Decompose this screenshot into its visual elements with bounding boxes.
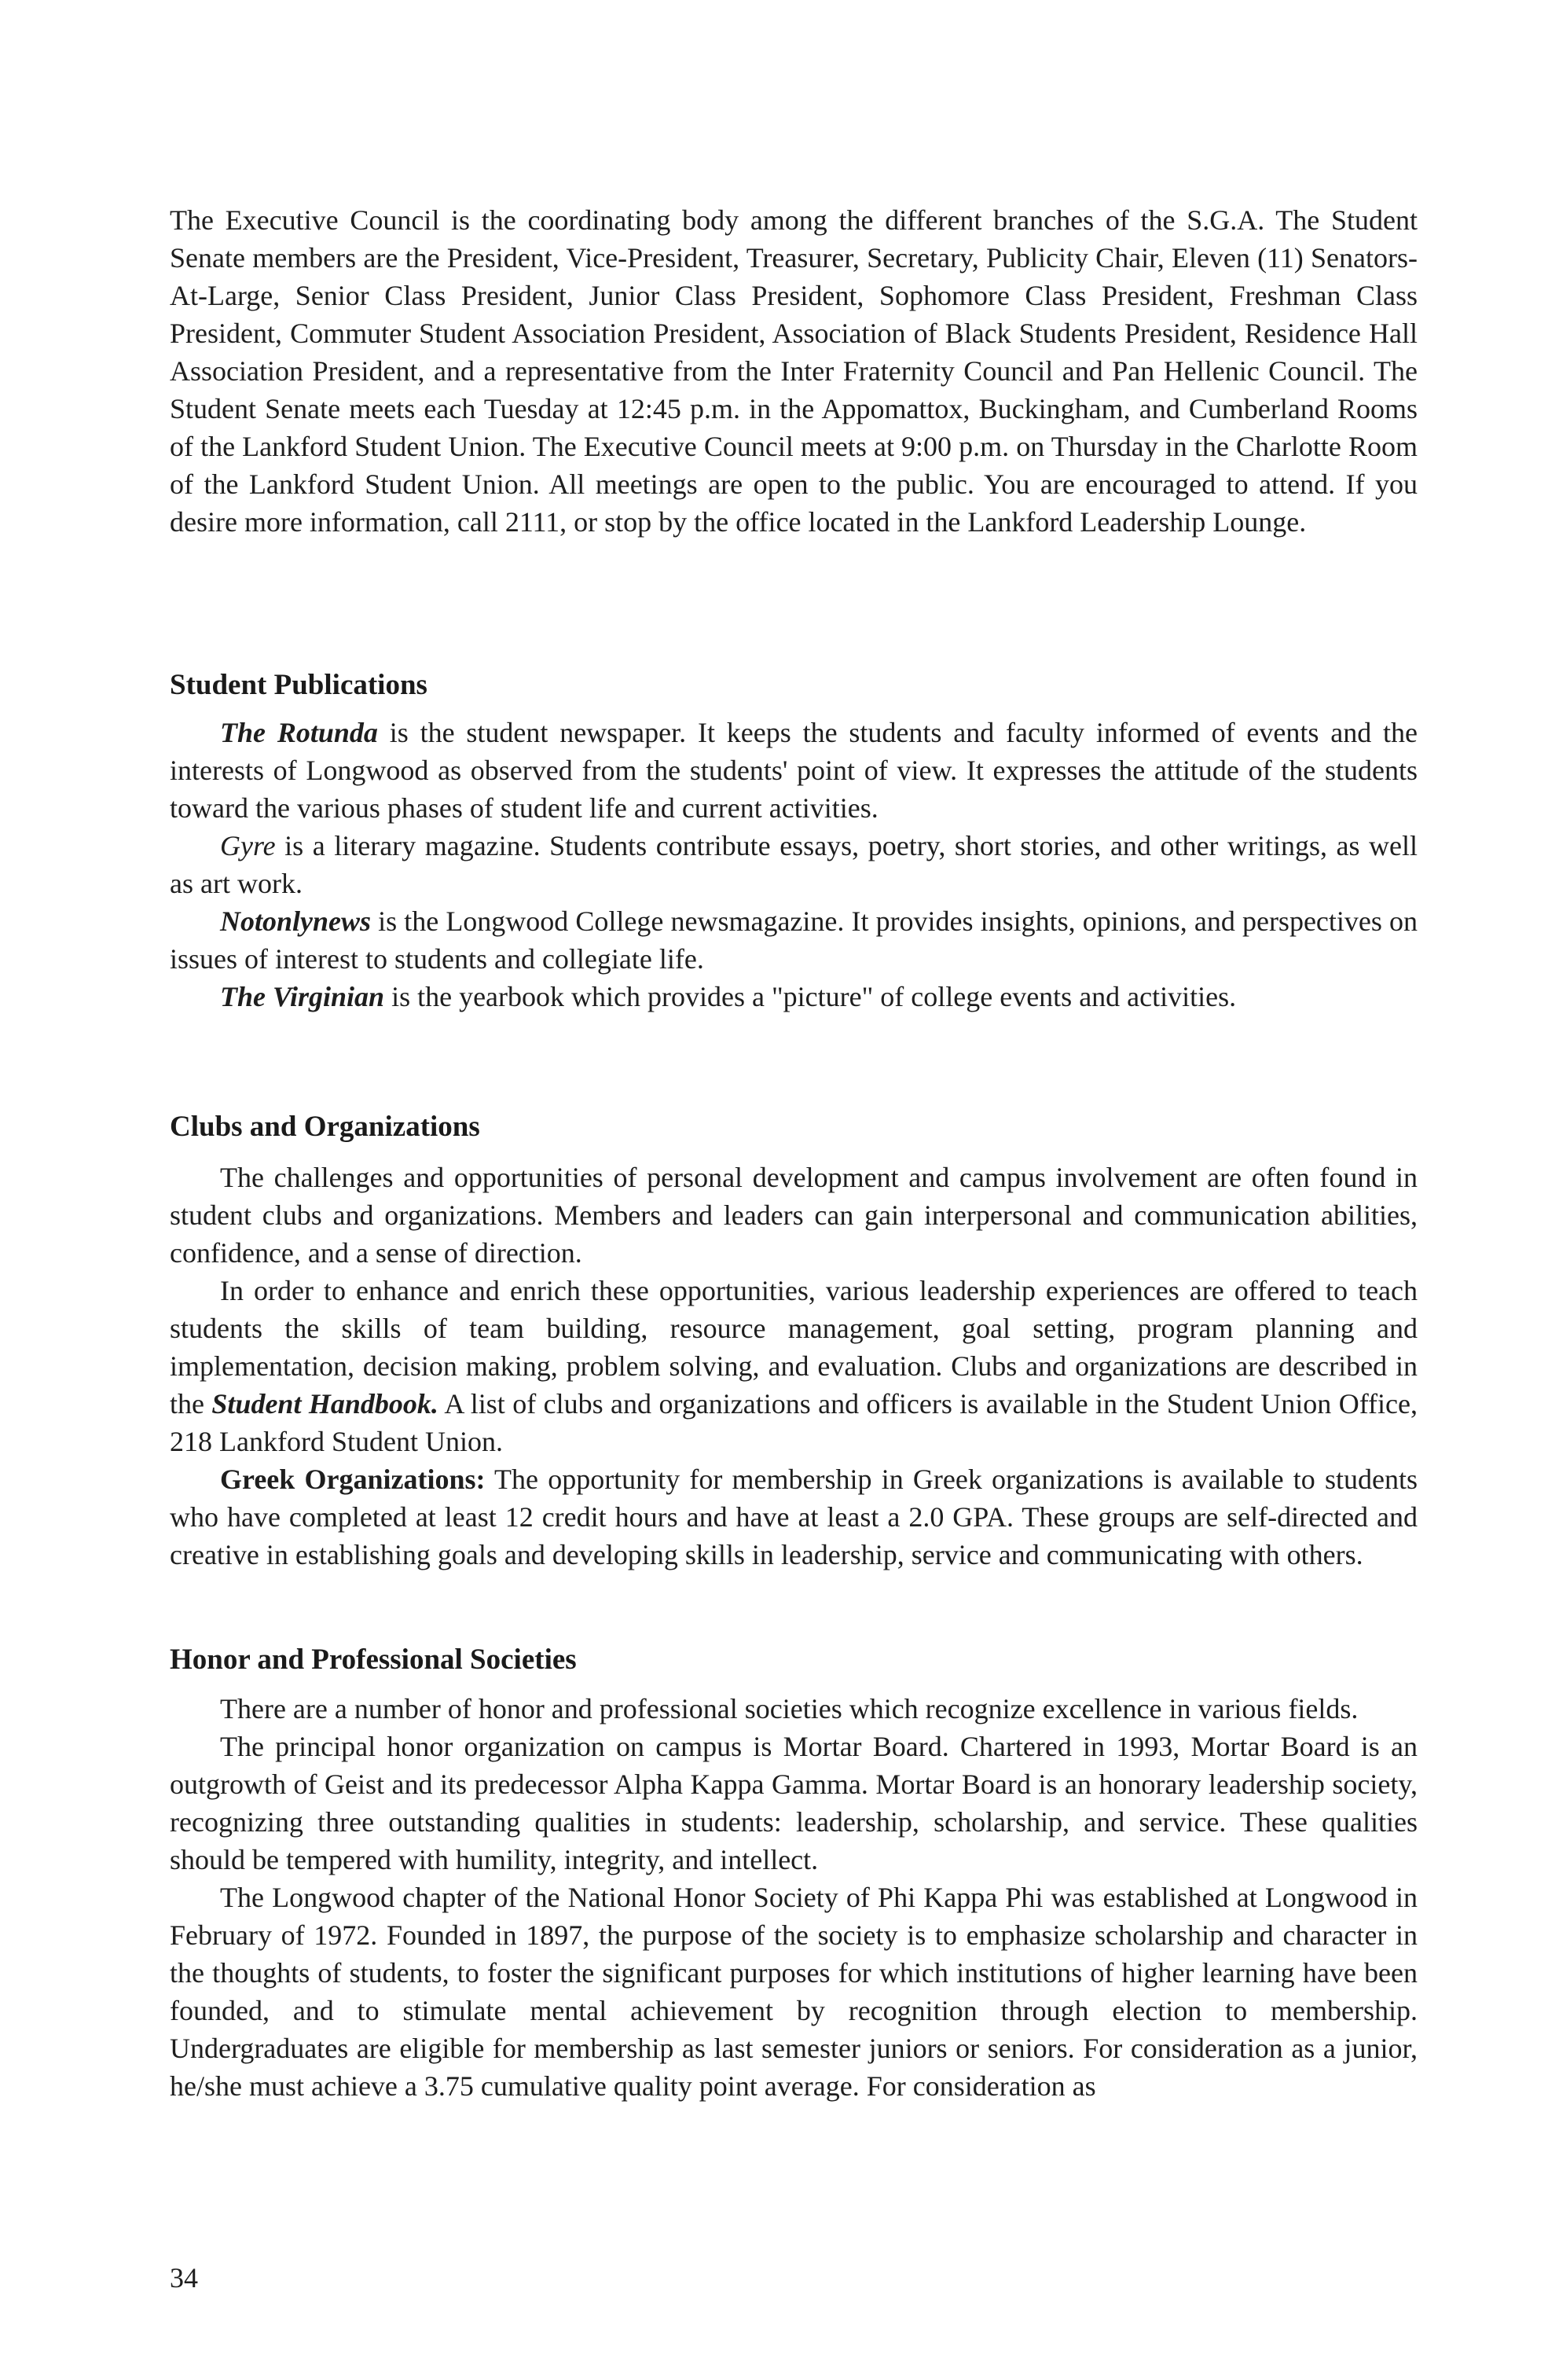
intro-section	[170, 201, 1418, 541]
page-number: 34	[170, 2262, 198, 2294]
rotunda-title: The Rotunda	[220, 717, 378, 748]
gyre-title: Gyre	[220, 830, 276, 861]
virginian-title: The Virginian	[220, 981, 385, 1012]
publications-section	[170, 714, 1418, 1016]
publications-heading: Student Publications	[170, 669, 427, 701]
greek-text: The opportunity for membership in Greek organizations is available to students who have completed at least 12 credit hours and have at least a 2.0 GPA. These groups are self-directed and creative in establishing goals and developing skills in leadership, service and communicating with others.	[170, 1464, 1418, 1570]
student-handbook-title: Student Handbook.	[211, 1388, 438, 1420]
honor-section	[170, 1690, 1418, 2105]
gyre-paragraph	[170, 827, 1418, 902]
clubs-paragraph-2	[170, 1272, 1418, 1460]
virginian-paragraph	[170, 978, 1418, 1016]
clubs-section	[170, 1159, 1418, 1574]
rotunda-text: is the student newspaper. It keeps the students and faculty informed of events and the interests of Longwood as observed from the students' point of view. It expresses the attitude of the students toward the various phases of student life and current activities.	[170, 717, 1418, 824]
rotunda-paragraph	[170, 714, 1418, 827]
notonlynews-text: is the Longwood College newsmagazine. It provides insights, opinions, and perspectives on issues of interest to students and collegiate life.	[170, 905, 1418, 975]
clubs-p2-before: In order to enhance and enrich these opportunities, various leadership experiences are offered to teach students the skills of team building, resource management, goal setting, program planning and implementation, decision making, problem solving, and evaluation. Clubs and organizations are described in the	[170, 1275, 1418, 1420]
clubs-heading: Clubs and Organizations	[170, 1111, 480, 1143]
honor-paragraph-1: There are a number of honor and professional societies which recognize excellence in various fields.	[220, 1693, 1359, 1724]
honor-paragraph-2: The principal honor organization on campus is Mortar Board. Chartered in 1993, Mortar Board is an outgrowth of Geist and its predecessor Alpha Kappa Gamma. Mortar Board is an honorary leadership society, recognizing three outstanding qualities in students: leadership, scholarship, and service. These qualities should be tempered with humility, integrity, and intellect.	[170, 1731, 1418, 1875]
intro-paragraph: The Executive Council is the coordinating body among the different branches of the S.G.A. The Student Senate members are the President, Vice-President, Treasurer, Secretary, Publicity Chair, Eleven (11) Senators-At-Large, Senior Class President, Junior Class President, Sophomore Class President, Freshman Class President, Commuter Student Association President, Association of Black Students President, Residence Hall Association President, and a representative from the Inter Fraternity Council and Pan Hellenic Council. The Student Senate meets each Tuesday at 12:45 p.m. in the Appomattox, Buckingham, and Cumberland Rooms of the Lankford Student Union. The Executive Council meets at 9:00 p.m. on Thursday in the Charlotte Room of the Lankford Student Union. All meetings are open to the public. You are encouraged to attend. If you desire more information, call 2111, or stop by the office located in the Lankford Leadership Lounge.	[170, 204, 1418, 538]
virginian-text: is the yearbook which provides a "picture" of college events and activities.	[384, 981, 1237, 1012]
gyre-text: is a literary magazine. Students contribute essays, poetry, short stories, and other writings, as well as art work.	[170, 830, 1418, 899]
honor-paragraph-3: The Longwood chapter of the National Honor Society of Phi Kappa Phi was established at Longwood in February of 1972. Founded in 1897, the purpose of the society is to emphasize scholarship and character in the thoughts of students, to foster the significant purposes for which institutions of higher learning have been founded, and to stimulate mental achievement by recognition through election to membership. Undergraduates are eligible for membership as last semester juniors or seniors. For consideration as a junior, he/she must achieve a 3.75 cumulative quality point average. For consideration as	[170, 1882, 1418, 2102]
notonlynews-paragraph	[170, 902, 1418, 978]
greek-label: Greek Organizations:	[220, 1464, 486, 1495]
greek-paragraph	[170, 1460, 1418, 1574]
honor-heading: Honor and Professional Societies	[170, 1644, 577, 1676]
clubs-paragraph-1: The challenges and opportunities of personal development and campus involvement are often found in student clubs and organizations. Members and leaders can gain interpersonal and communication abilities, confidence, and a sense of direction.	[170, 1162, 1418, 1269]
notonlynews-title: Notonlynews	[220, 905, 372, 937]
clubs-p2-after: A list of clubs and organizations and officers is available in the Student Union Office, 218 Lankford Student Union.	[170, 1388, 1418, 1457]
